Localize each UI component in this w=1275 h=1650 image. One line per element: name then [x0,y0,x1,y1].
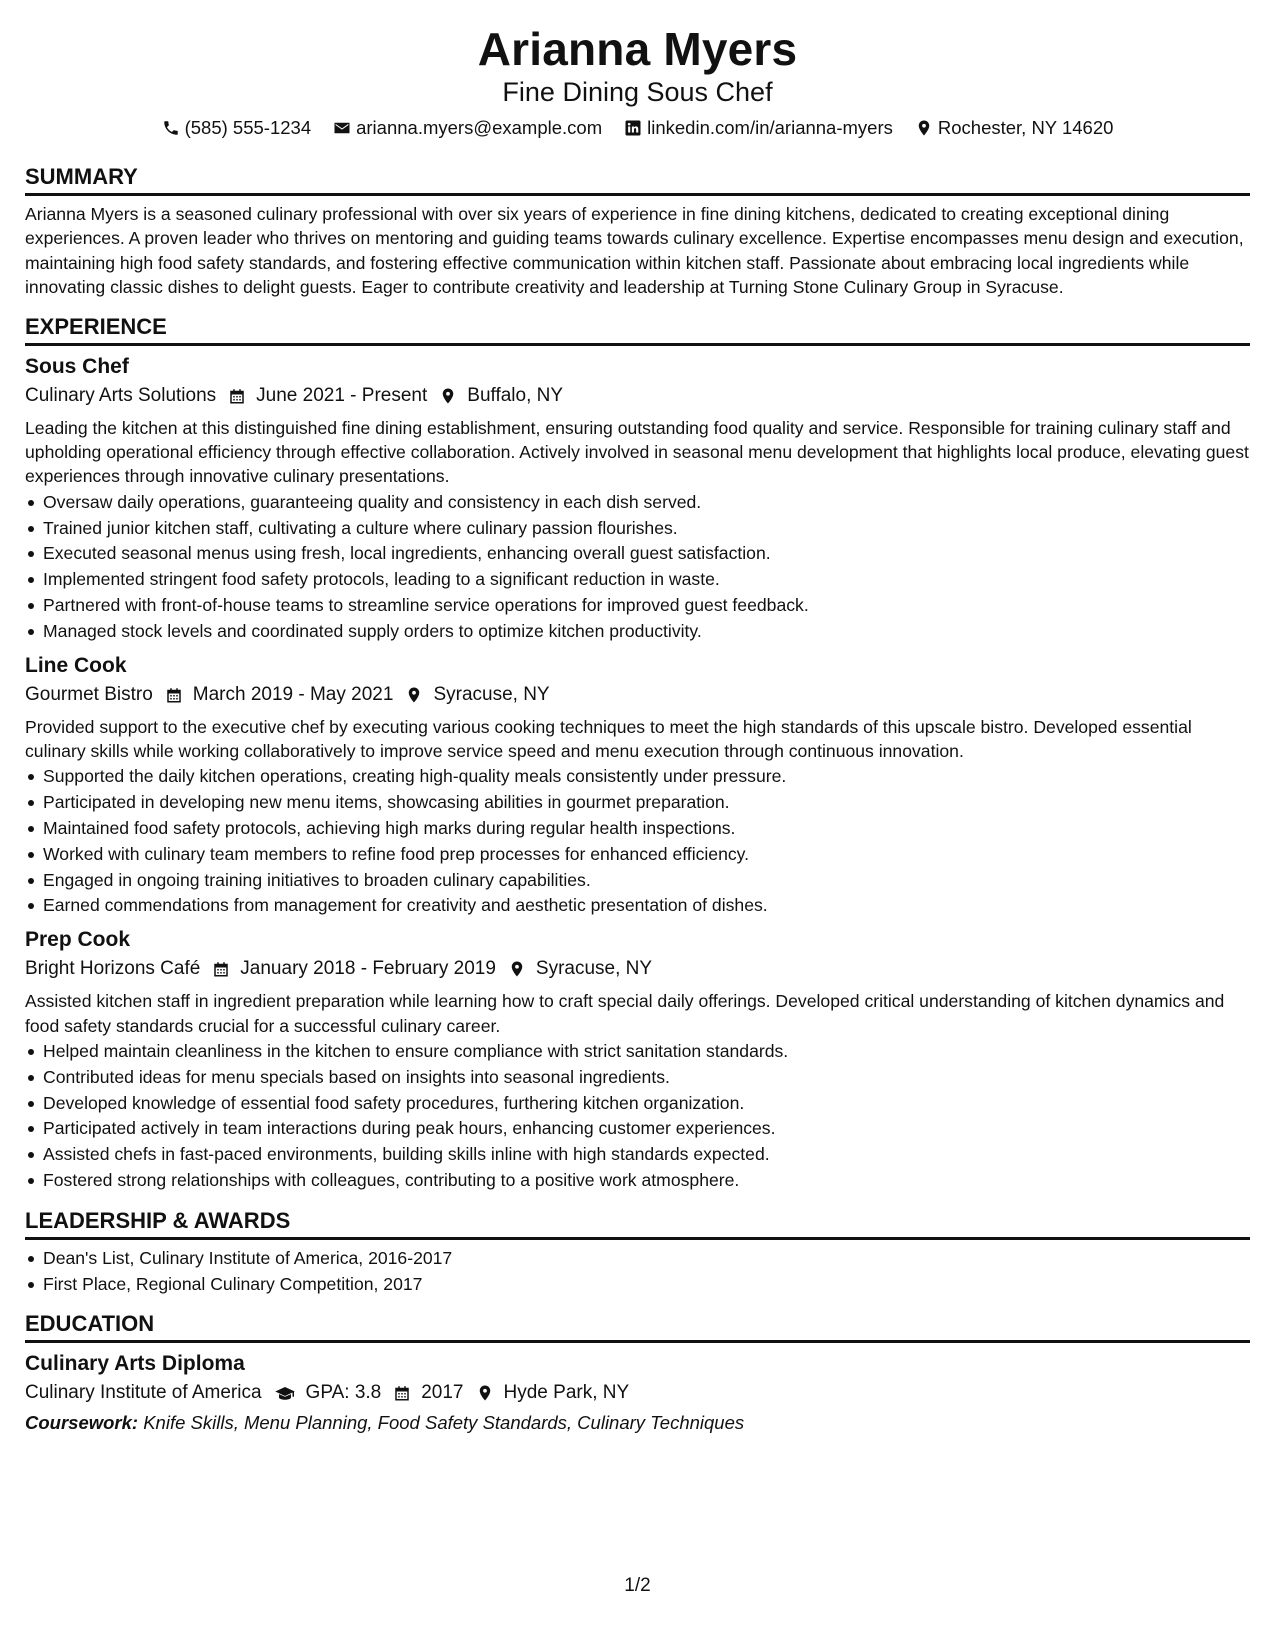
summary-text: Arianna Myers is a seasoned culinary professional with over six years of experience in fine dining kitchens, dedicated to creating exceptional dining experiences. A proven leader who thrives on mentoring and guiding teams towards culinary excellence. Expertise encompasses menu design and execution, maintaining high food safety standards, and fostering effective communication within kitchen staff. Passionate about embracing local ingredients while innovating classic dishes to delight guests. Eager to contribute creativity and leadership at Turning Stone Culinary Group in Syracuse. [25,204,1244,298]
list-item: Supported the daily kitchen operations, creating high-quality meals consistently under pressure. [25,764,1250,790]
list-item: Engaged in ongoing training initiatives to broaden culinary capabilities. [25,868,1250,894]
list-item: Partnered with front-of-house teams to streamline service operations for improved guest feedback. [25,593,1250,619]
location-text: Rochester, NY 14620 [937,117,1114,138]
job-description: Provided support to the executive chef by executing various cooking techniques to meet the high standards of this upscale bistro. Developed essential culinary skills while working collaboratively to improve service speed and menu execution through continuous innovation. [25,716,1192,762]
summary-section [25,164,1250,300]
job-meta [25,955,1250,983]
education-heading: EDUCATION [25,1311,1250,1343]
envelope-icon [333,119,351,137]
job-company: Culinary Arts Solutions [25,384,217,406]
job-bullets [25,1039,1250,1194]
list-item: Worked with culinary team members to refine food prep processes for enhanced efficiency. [25,842,1250,868]
candidate-title: Fine Dining Sous Chef [502,77,773,107]
list-item: Managed stock levels and coordinated supply orders to optimize kitchen productivity. [25,619,1250,645]
list-item: Earned commendations from management for creativity and aesthetic presentation of dishes. [25,893,1250,919]
contact-location [915,116,1114,140]
list-item: Executed seasonal menus using fresh, local ingredients, enhancing overall guest satisfaction. [25,541,1250,567]
list-item: Assisted chefs in fast-paced environments, building skills inline with high standards expected. [25,1142,1250,1168]
map-pin-icon [439,387,457,405]
contact-linkedin[interactable] [624,116,893,140]
experience-section [25,314,1250,1194]
job-title: Line Cook [25,653,127,677]
phone-icon [162,119,180,137]
calendar-icon [393,1384,411,1402]
map-pin-icon [405,686,423,704]
degree-title: Culinary Arts Diploma [25,1352,245,1376]
job-location: Buffalo, NY [467,384,564,406]
phone-text: (585) 555-1234 [184,117,312,138]
job-entry [25,653,1250,920]
coursework [25,1409,1250,1437]
job-dates: January 2018 - February 2019 [240,958,496,980]
graduation-cap-icon [274,1384,296,1402]
list-item: Implemented stringent food safety protocols, leading to a significant reduction in waste. [25,567,1250,593]
job-description: Leading the kitchen at this distinguished fine dining establishment, ensuring outstanding food quality and service. Responsible for training culinary staff and upholding operational efficiency through effective collaboration. Actively involved in seasonal menu development that highlights local produce, elevating guest experiences through innovative culinary presentations. [25,417,1249,487]
linkedin-icon [624,119,642,137]
job-company: Bright Horizons Café [25,958,201,980]
education-meta [25,1379,1250,1407]
job-title: Prep Cook [25,928,131,952]
map-pin-icon [915,119,933,137]
job-dates: June 2021 - Present [256,384,428,406]
experience-heading: EXPERIENCE [25,314,1250,346]
graduation-year: 2017 [421,1382,464,1404]
map-pin-icon [508,960,526,978]
contact-email[interactable] [333,116,602,140]
job-entry [25,354,1250,645]
awards-section [25,1208,1250,1298]
coursework-list: Knife Skills, Menu Planning, Food Safety Standards, Culinary Techniques [143,1412,745,1434]
list-item: Trained junior kitchen staff, cultivating a culture where culinary passion flourishes. [25,516,1250,542]
list-item: First Place, Regional Culinary Competition, 2017 [25,1272,1250,1298]
calendar-icon [228,387,246,405]
candidate-name: Arianna Myers [477,23,798,75]
calendar-icon [212,960,230,978]
job-company: Gourmet Bistro [25,683,153,705]
contact-phone[interactable] [162,116,312,140]
linkedin-text: linkedin.com/in/arianna-myers [647,117,893,138]
school-location: Hyde Park, NY [503,1382,630,1404]
awards-list [25,1246,1250,1298]
calendar-icon [165,686,183,704]
job-entry [25,927,1250,1194]
contact-bar [25,116,1250,140]
list-item: Participated actively in team interactions during peak hours, enhancing customer experiences. [25,1116,1250,1142]
job-location: Syracuse, NY [535,958,653,980]
list-item: Participated in developing new menu items, showcasing abilities in gourmet preparation. [25,790,1250,816]
list-item: Developed knowledge of essential food safety procedures, furthering kitchen organization. [25,1091,1250,1117]
page-number: 1/2 [624,1575,651,1596]
job-description: Assisted kitchen staff in ingredient preparation while learning how to craft special daily offerings. Developed critical understanding of kitchen dynamics and food safety standards crucial for a successful culinary career. [25,991,1225,1036]
list-item: Contributed ideas for menu specials based on insights into seasonal ingredients. [25,1065,1250,1091]
list-item: Helped maintain cleanliness in the kitchen to ensure compliance with strict sanitation standards. [25,1039,1250,1065]
list-item: Maintained food safety protocols, achieving high marks during regular health inspections. [25,816,1250,842]
coursework-label: Coursework: [25,1412,139,1434]
job-bullets [25,764,1250,919]
school-name: Culinary Institute of America [25,1382,262,1404]
job-meta [25,382,1250,410]
job-dates: March 2019 - May 2021 [192,683,394,705]
list-item: Fostered strong relationships with colleagues, contributing to a positive work atmosphere. [25,1168,1250,1194]
job-bullets [25,490,1250,645]
email-text: arianna.myers@example.com [356,117,603,138]
list-item: Oversaw daily operations, guaranteeing quality and consistency in each dish served. [25,490,1250,516]
awards-heading: LEADERSHIP & AWARDS [25,1208,1250,1240]
summary-heading: SUMMARY [25,164,1250,196]
job-location: Syracuse, NY [433,683,550,705]
job-meta [25,681,1250,709]
education-section [25,1311,1250,1437]
job-title: Sous Chef [25,354,129,378]
resume-page [25,0,1250,1437]
resume-header [25,0,1250,140]
list-item: Dean's List, Culinary Institute of America, 2016-2017 [25,1246,1250,1272]
gpa: GPA: 3.8 [305,1382,382,1404]
map-pin-icon [476,1384,494,1402]
